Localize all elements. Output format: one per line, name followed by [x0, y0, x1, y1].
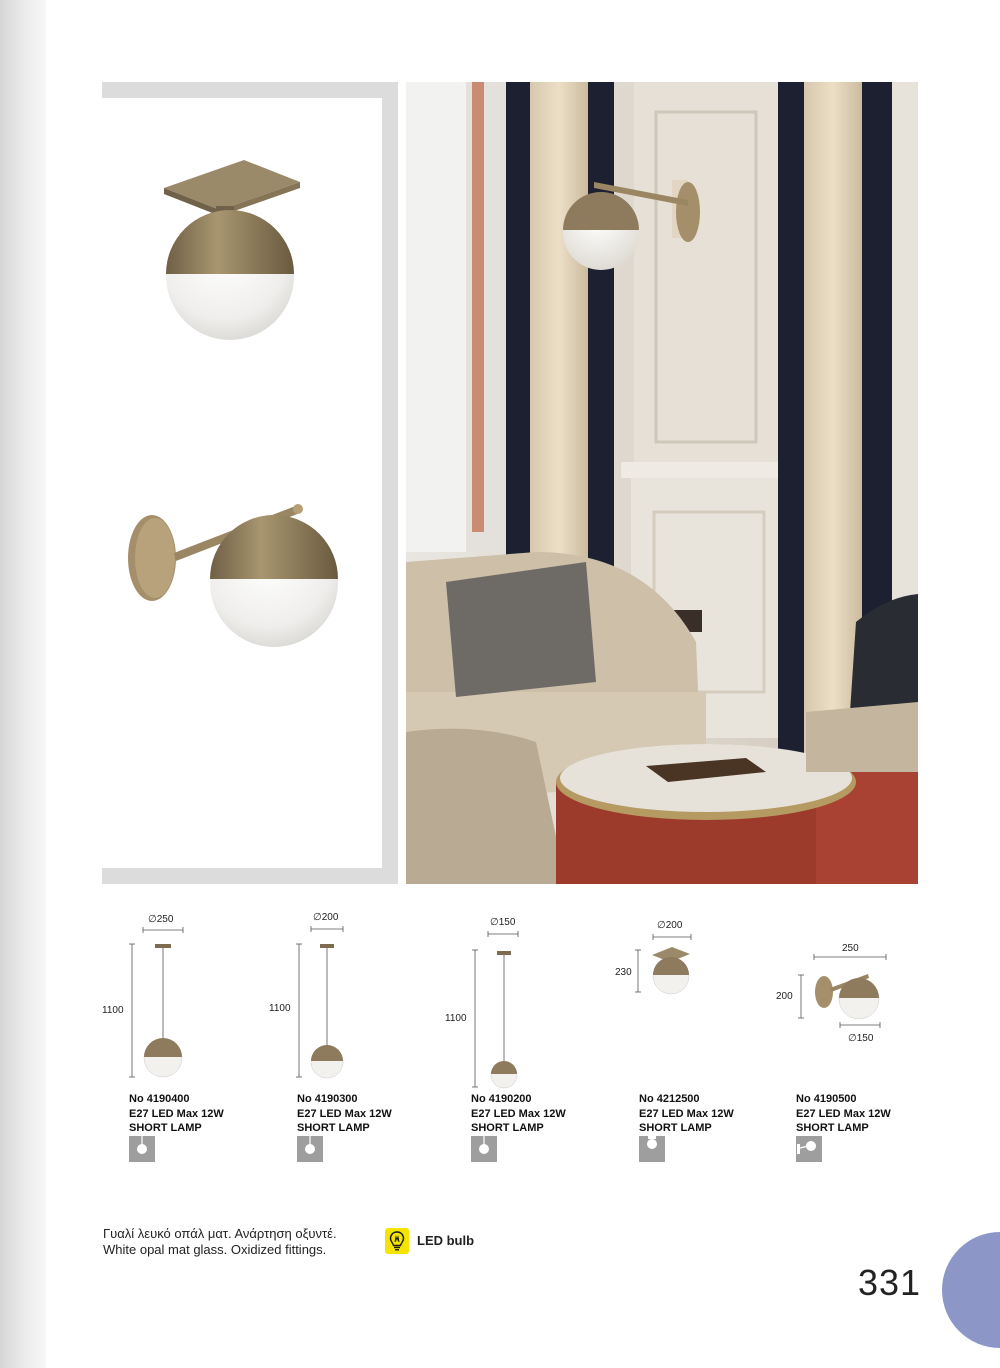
product-label-1 [129, 1092, 224, 1136]
ceiling-lamp-image [102, 98, 382, 398]
product-number: No 4190300 [297, 1093, 358, 1105]
dim-height-4: 230 [615, 967, 632, 978]
light-bulb-icon [385, 1228, 409, 1254]
pendant-mount-icon [471, 1136, 497, 1162]
material-description [103, 1226, 337, 1257]
dim-height-1: 1100 [102, 1005, 124, 1016]
dim-diameter-1: ∅250 [148, 914, 174, 925]
spec-drawings [0, 900, 1000, 1100]
product-number: No 4190500 [796, 1093, 857, 1105]
dim-height-2: 1100 [269, 1003, 291, 1014]
product-number: No 4190200 [471, 1093, 532, 1105]
product-spec: E27 LED Max 12W [796, 1107, 891, 1120]
product-spec: E27 LED Max 12W [297, 1107, 392, 1120]
product-type: SHORT LAMP [796, 1122, 869, 1134]
dim-diameter-4: ∅200 [657, 920, 683, 931]
page-spine-shadow [0, 0, 46, 1368]
dim-diameter-3: ∅150 [490, 917, 516, 928]
product-image-panel [102, 98, 382, 868]
product-number: No 4212500 [639, 1093, 700, 1105]
product-type: SHORT LAMP [297, 1122, 370, 1134]
dim-width-5: 250 [842, 943, 859, 954]
pendant-mount-icon [297, 1136, 323, 1162]
product-type: SHORT LAMP [639, 1122, 712, 1134]
interior-photo [406, 82, 918, 884]
product-label-3 [471, 1092, 566, 1136]
product-spec: E27 LED Max 12W [471, 1107, 566, 1120]
product-type: SHORT LAMP [471, 1122, 544, 1134]
description-english: White opal mat glass. Oxidized fittings. [103, 1241, 327, 1257]
ceiling-mount-icon [639, 1136, 665, 1162]
dim-diameter-5: ∅150 [848, 1033, 874, 1044]
chapter-tab [942, 1232, 1000, 1348]
product-spec: E27 LED Max 12W [639, 1107, 734, 1120]
product-label-5 [796, 1092, 891, 1136]
product-image-frame [102, 82, 398, 884]
product-spec: E27 LED Max 12W [129, 1107, 224, 1120]
led-bulb-label: LED bulb [417, 1233, 475, 1248]
product-label-2 [297, 1092, 392, 1136]
dim-height-3: 1100 [445, 1013, 467, 1024]
product-number: No 4190400 [129, 1093, 190, 1105]
product-label-4 [639, 1092, 734, 1136]
page-number: 331 [858, 1262, 922, 1303]
wall-lamp-image [102, 483, 382, 683]
dim-height-5: 200 [776, 991, 793, 1002]
dim-diameter-2: ∅200 [313, 912, 339, 923]
wall-mount-icon [796, 1136, 822, 1162]
description-greek: Γυαλί λευκό οπάλ ματ. Ανάρτηση οξυντέ. [103, 1226, 337, 1241]
pendant-mount-icon [129, 1136, 155, 1162]
product-type: SHORT LAMP [129, 1122, 202, 1134]
